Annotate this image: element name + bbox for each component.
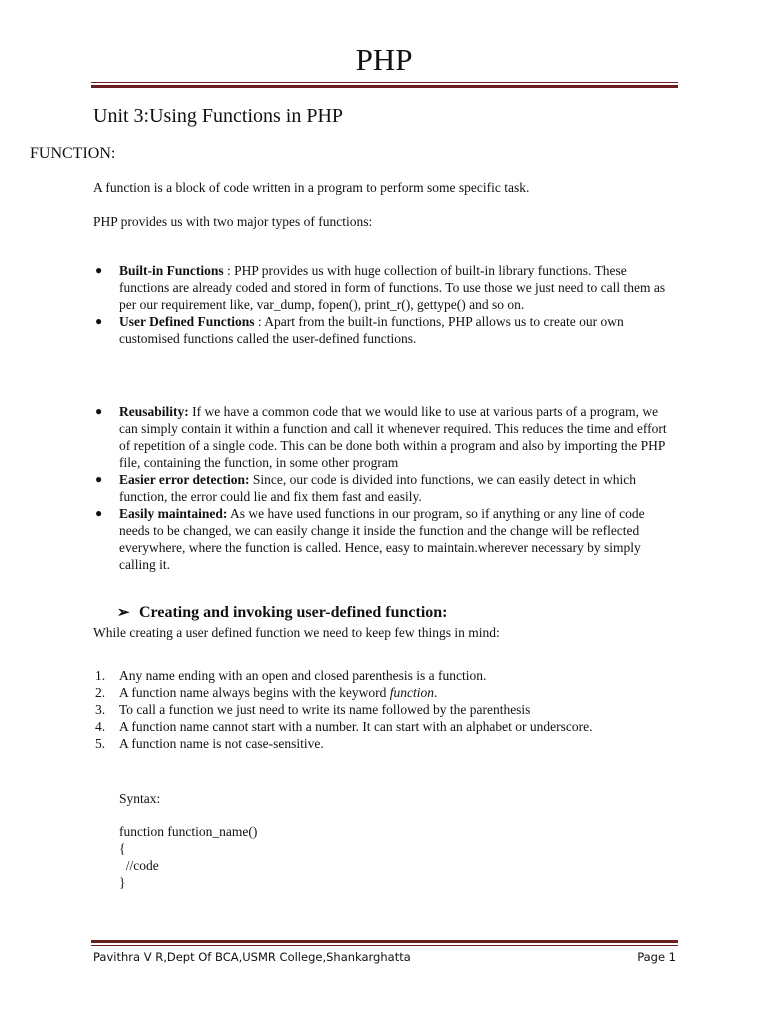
list-item [0,718,676,735]
bullet-icon: ● [95,472,103,486]
list-item [0,667,676,684]
function-heading: FUNCTION: [30,145,116,162]
list-item-text: A function name is not case-sensitive. [119,736,324,751]
list-number: 5. [95,736,106,751]
list-number: 4. [95,719,106,734]
unit-title: Unit 3:Using Functions in PHP [93,105,344,127]
header-rule-thick [91,85,678,88]
list-item-term: Easier error detection: [119,472,250,487]
list-item-text-end: . [433,685,438,700]
list-item-term: User Defined Functions [119,314,255,329]
footer-rule-thin [91,945,678,946]
syntax-label: Syntax: [119,791,161,806]
code-line: function function_name() [119,824,258,839]
list-item [0,471,676,505]
rules-list [0,667,768,752]
subheading-text: Creating and invoking user-defined function: [139,604,448,621]
bullet-icon: ● [95,263,103,277]
intro-paragraph-1: A function is a block of code written in a program to perform some specific task. [93,180,530,195]
list-item [0,313,676,347]
list-item [0,701,676,718]
list-number: 1. [95,668,106,683]
footer-author: Pavithra V R,Dept Of BCA,USMR College,Shankarghatta [93,950,411,964]
list-item-text: A function name cannot start with a number. It can start with an alphabet or underscore. [119,719,593,734]
arrowhead-bullet-icon: ➢ [117,605,130,621]
intro-paragraph-2: PHP provides us with two major types of functions: [93,214,373,229]
list-item [0,262,676,313]
list-item-text: As we have used functions in our program, so if anything or any line of code needs to be changed, we can easily change it inside the function and the change will be reflected everywhere, where the function is called. Hence, easy to maintain.wherever necessary by simply calling it. [119,506,645,572]
bullet-icon: ● [95,314,103,328]
list-item-text: A function name always begins with the keyword [119,685,390,700]
bullet-icon: ● [95,506,103,520]
code-line: } [119,875,126,890]
list-item-text: : Apart from the built-in functions, PHP allows us to create our own customised functions called the user-defined functions. [119,314,624,346]
list-item-text: If we have a common code that we would like to use at various parts of a program, we can simply contain it within a function and call it whenever required. This reduces the time and effort of repetition of a single code. This can be done both within a program and also by importing the PHP file, containing the function, in some other program [119,404,667,470]
keyword-italic: function [389,685,434,700]
list-item-term: Reusability: [119,404,189,419]
list-item-text: : PHP provides us with huge collection of built-in library functions. These functions are already coded and stored in form of functions. To use those we just need to call them as per our requirement like, var_dump, fopen(), print_r(), gettype() and so on. [119,263,666,312]
subheading-intro: While creating a user defined function we need to keep few things in mind: [93,625,500,640]
list-item-text: Since, our code is divided into functions, we can easily detect in which function, the error could lie and fix them fast and easily. [119,472,636,504]
code-line: { [119,841,126,856]
list-number: 2. [95,685,106,700]
list-item-term: Built-in Functions [119,263,224,278]
benefits-list [0,403,768,573]
function-types-list [0,262,768,347]
footer-page-number: Page 1 [637,950,676,964]
list-item-text: To call a function we just need to write its name followed by the parenthesis [119,702,531,717]
code-line: //code [119,858,159,873]
list-item [0,735,676,752]
list-item-text: Any name ending with an open and closed parenthesis is a function. [119,668,487,683]
bullet-icon: ● [95,404,103,418]
list-item-term: Easily maintained: [119,506,228,521]
list-item [0,403,676,471]
list-item [0,684,676,701]
page-header-title: PHP [355,42,413,77]
list-item [0,505,676,573]
header-rule-thin [91,82,678,83]
section-subheading [117,603,447,623]
list-number: 3. [95,702,106,717]
footer-rule-thick [91,940,678,943]
